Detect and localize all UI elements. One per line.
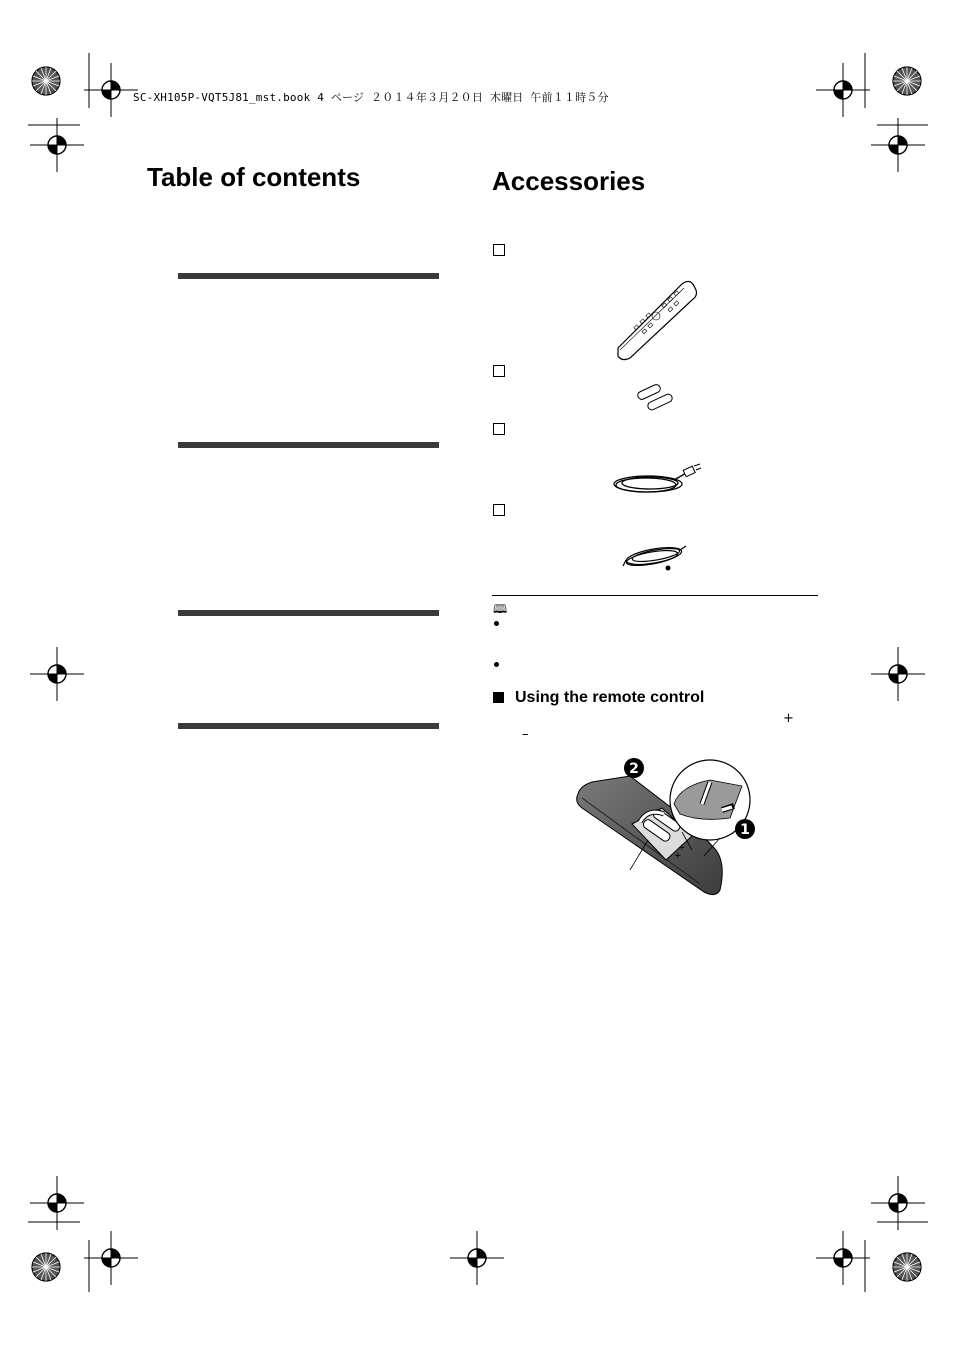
book-note-icon: 🕮	[493, 602, 508, 616]
accessories-title: Accessories	[492, 166, 646, 196]
battery-insertion-illustration	[570, 752, 790, 900]
toc-section-rule	[178, 273, 439, 279]
ac-mains-lead-illustration	[610, 462, 702, 496]
plus-sign: +	[783, 711, 794, 726]
step-2-label: 2	[629, 761, 639, 777]
accessory-checkbox	[493, 244, 505, 256]
fm-indoor-antenna-illustration	[620, 540, 692, 574]
toc-section-rule	[178, 442, 439, 448]
accessory-checkbox	[493, 423, 505, 435]
accessory-checkbox	[493, 504, 505, 516]
minus-sign: –	[522, 727, 529, 742]
note-bullet	[494, 662, 499, 667]
svg-text:+: +	[678, 843, 686, 853]
remote-section-heading	[493, 689, 704, 707]
toc-section-rule	[178, 723, 439, 729]
toc-title: Table of contents	[147, 162, 361, 192]
notes-divider	[492, 595, 818, 596]
batteries-illustration	[633, 382, 677, 414]
square-bullet-icon	[493, 692, 504, 703]
step-1-label: 1	[740, 822, 750, 838]
file-header-line: SC-XH105P-VQT5J81_mst.book 4 ページ ２０１４年３月２０日 木曜日 午前１１時５分	[133, 91, 609, 104]
remote-control-illustration	[612, 280, 702, 362]
remote-section-title: Using the remote control	[515, 689, 705, 706]
accessory-checkbox	[493, 365, 505, 377]
svg-text:+: +	[674, 851, 682, 861]
toc-section-rule	[178, 610, 439, 616]
note-bullet	[494, 621, 499, 626]
